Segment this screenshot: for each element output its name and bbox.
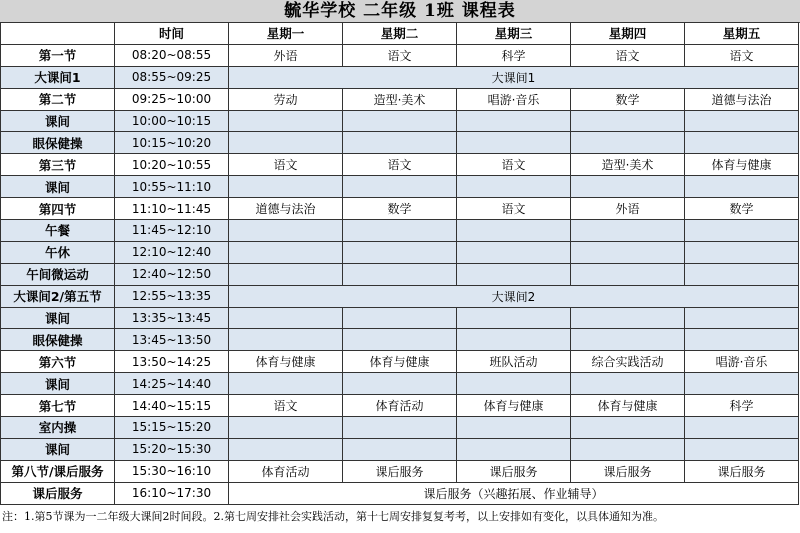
period-label: 课间 bbox=[1, 307, 115, 329]
subject-cell: 数学 bbox=[685, 198, 799, 220]
subject-cell bbox=[571, 307, 685, 329]
subject-cell bbox=[229, 132, 343, 154]
subject-cell: 外语 bbox=[229, 44, 343, 66]
subject-cell bbox=[229, 417, 343, 439]
subject-cell bbox=[685, 176, 799, 198]
table-row bbox=[1, 482, 799, 504]
subject-cell bbox=[571, 132, 685, 154]
subject-cell bbox=[571, 438, 685, 460]
subject-cell bbox=[229, 220, 343, 242]
subject-cell bbox=[685, 417, 799, 439]
footnote: 注：1.第5节课为一二年级大课间2时间段。2.第七周安排社会实践活动，第十七周安排复复考考，以上安排如有变化，以具体通知为准。 bbox=[2, 510, 664, 523]
subject-cell: 体育与健康 bbox=[229, 351, 343, 373]
table-row bbox=[1, 263, 799, 285]
subject-cell bbox=[343, 132, 457, 154]
table-row bbox=[1, 220, 799, 242]
subject-cell bbox=[457, 438, 571, 460]
column-header: 星期三 bbox=[457, 23, 571, 45]
subject-cell bbox=[229, 241, 343, 263]
period-label: 第七节 bbox=[1, 395, 115, 417]
subject-cell: 体育活动 bbox=[229, 460, 343, 482]
period-label: 第三节 bbox=[1, 154, 115, 176]
subject-cell: 科学 bbox=[685, 395, 799, 417]
column-header: 星期一 bbox=[229, 23, 343, 45]
subject-cell bbox=[457, 329, 571, 351]
subject-cell: 综合实践活动 bbox=[571, 351, 685, 373]
subject-cell bbox=[457, 176, 571, 198]
subject-cell: 体育与健康 bbox=[571, 395, 685, 417]
subject-cell bbox=[685, 110, 799, 132]
subject-cell bbox=[571, 176, 685, 198]
subject-cell: 科学 bbox=[457, 44, 571, 66]
subject-cell: 语文 bbox=[457, 198, 571, 220]
period-label: 第八节/课后服务 bbox=[1, 460, 115, 482]
time-cell: 08:55~09:25 bbox=[115, 66, 229, 88]
table-row bbox=[1, 417, 799, 439]
table-row bbox=[1, 241, 799, 263]
period-label: 室内操 bbox=[1, 417, 115, 439]
subject-cell: 体育与健康 bbox=[685, 154, 799, 176]
subject-cell bbox=[343, 417, 457, 439]
period-label: 眼保健操 bbox=[1, 329, 115, 351]
subject-cell: 造型·美术 bbox=[571, 154, 685, 176]
time-cell: 13:45~13:50 bbox=[115, 329, 229, 351]
subject-cell: 造型·美术 bbox=[343, 88, 457, 110]
subject-cell: 劳动 bbox=[229, 88, 343, 110]
period-label: 第二节 bbox=[1, 88, 115, 110]
subject-cell: 道德与法治 bbox=[685, 88, 799, 110]
period-label: 课间 bbox=[1, 176, 115, 198]
subject-cell: 语文 bbox=[571, 44, 685, 66]
table-row bbox=[1, 198, 799, 220]
time-cell: 14:25~14:40 bbox=[115, 373, 229, 395]
subject-cell: 语文 bbox=[457, 154, 571, 176]
period-label: 第四节 bbox=[1, 198, 115, 220]
period-label: 课间 bbox=[1, 373, 115, 395]
subject-cell: 数学 bbox=[571, 88, 685, 110]
subject-cell bbox=[343, 220, 457, 242]
subject-cell bbox=[343, 307, 457, 329]
subject-cell bbox=[685, 132, 799, 154]
subject-cell: 体育与健康 bbox=[343, 351, 457, 373]
column-header: 时间 bbox=[115, 23, 229, 45]
subject-cell bbox=[457, 307, 571, 329]
subject-cell bbox=[571, 220, 685, 242]
header-row bbox=[1, 23, 799, 45]
subject-cell bbox=[343, 110, 457, 132]
subject-cell: 道德与法治 bbox=[229, 198, 343, 220]
period-label: 午休 bbox=[1, 241, 115, 263]
time-cell: 10:55~11:10 bbox=[115, 176, 229, 198]
column-header: 星期四 bbox=[571, 23, 685, 45]
time-cell: 10:15~10:20 bbox=[115, 132, 229, 154]
subject-cell bbox=[229, 110, 343, 132]
subject-cell: 语文 bbox=[685, 44, 799, 66]
subject-cell: 唱游·音乐 bbox=[685, 351, 799, 373]
time-cell: 13:50~14:25 bbox=[115, 351, 229, 373]
subject-cell bbox=[685, 373, 799, 395]
period-label: 午间微运动 bbox=[1, 263, 115, 285]
time-cell: 15:15~15:20 bbox=[115, 417, 229, 439]
time-cell: 16:10~17:30 bbox=[115, 482, 229, 504]
table-row bbox=[1, 329, 799, 351]
subject-cell bbox=[685, 241, 799, 263]
subject-cell bbox=[457, 220, 571, 242]
table-row bbox=[1, 373, 799, 395]
subject-cell bbox=[229, 307, 343, 329]
time-cell: 15:30~16:10 bbox=[115, 460, 229, 482]
subject-cell bbox=[343, 241, 457, 263]
subject-cell: 课后服务 bbox=[685, 460, 799, 482]
time-cell: 10:20~10:55 bbox=[115, 154, 229, 176]
subject-cell: 体育活动 bbox=[343, 395, 457, 417]
subject-cell: 班队活动 bbox=[457, 351, 571, 373]
table-row bbox=[1, 285, 799, 307]
subject-cell: 语文 bbox=[229, 395, 343, 417]
table-row bbox=[1, 460, 799, 482]
subject-cell: 课后服务 bbox=[571, 460, 685, 482]
merged-activity-cell: 大课间2 bbox=[229, 285, 799, 307]
time-cell: 13:35~13:45 bbox=[115, 307, 229, 329]
table-row bbox=[1, 154, 799, 176]
table-row bbox=[1, 110, 799, 132]
schedule-table bbox=[0, 22, 799, 505]
subject-cell bbox=[685, 220, 799, 242]
page-title: 毓华学校 二年级 1班 课程表 bbox=[0, 0, 800, 23]
subject-cell bbox=[343, 438, 457, 460]
subject-cell bbox=[685, 307, 799, 329]
subject-cell bbox=[457, 263, 571, 285]
column-header: 星期二 bbox=[343, 23, 457, 45]
table-row bbox=[1, 176, 799, 198]
subject-cell bbox=[229, 176, 343, 198]
subject-cell: 课后服务 bbox=[457, 460, 571, 482]
subject-cell bbox=[457, 110, 571, 132]
time-cell: 12:40~12:50 bbox=[115, 263, 229, 285]
time-cell: 09:25~10:00 bbox=[115, 88, 229, 110]
table-row bbox=[1, 307, 799, 329]
period-label: 课间 bbox=[1, 110, 115, 132]
schedule-body bbox=[1, 44, 799, 504]
subject-cell bbox=[229, 438, 343, 460]
period-label: 午餐 bbox=[1, 220, 115, 242]
subject-cell bbox=[685, 329, 799, 351]
subject-cell bbox=[229, 329, 343, 351]
subject-cell bbox=[457, 417, 571, 439]
time-cell: 14:40~15:15 bbox=[115, 395, 229, 417]
period-label: 大课间2/第五节 bbox=[1, 285, 115, 307]
subject-cell bbox=[457, 132, 571, 154]
period-label: 课间 bbox=[1, 438, 115, 460]
subject-cell bbox=[571, 110, 685, 132]
merged-activity-cell: 大课间1 bbox=[229, 66, 799, 88]
subject-cell bbox=[685, 438, 799, 460]
table-row bbox=[1, 132, 799, 154]
subject-cell bbox=[229, 263, 343, 285]
period-label: 课后服务 bbox=[1, 482, 115, 504]
subject-cell: 外语 bbox=[571, 198, 685, 220]
subject-cell: 课后服务 bbox=[343, 460, 457, 482]
subject-cell bbox=[571, 417, 685, 439]
period-label: 第一节 bbox=[1, 44, 115, 66]
time-cell: 10:00~10:15 bbox=[115, 110, 229, 132]
column-header: 星期五 bbox=[685, 23, 799, 45]
subject-cell: 语文 bbox=[229, 154, 343, 176]
time-cell: 11:10~11:45 bbox=[115, 198, 229, 220]
subject-cell bbox=[571, 241, 685, 263]
subject-cell bbox=[457, 241, 571, 263]
time-cell: 11:45~12:10 bbox=[115, 220, 229, 242]
table-row bbox=[1, 66, 799, 88]
subject-cell: 数学 bbox=[343, 198, 457, 220]
time-cell: 08:20~08:55 bbox=[115, 44, 229, 66]
table-row bbox=[1, 351, 799, 373]
period-label: 第六节 bbox=[1, 351, 115, 373]
time-cell: 12:10~12:40 bbox=[115, 241, 229, 263]
subject-cell: 语文 bbox=[343, 44, 457, 66]
merged-activity-cell: 课后服务（兴趣拓展、作业辅导） bbox=[229, 482, 799, 504]
table-row bbox=[1, 395, 799, 417]
subject-cell bbox=[229, 373, 343, 395]
subject-cell bbox=[685, 263, 799, 285]
subject-cell: 语文 bbox=[343, 154, 457, 176]
subject-cell bbox=[343, 176, 457, 198]
subject-cell bbox=[571, 373, 685, 395]
subject-cell bbox=[571, 263, 685, 285]
subject-cell bbox=[457, 373, 571, 395]
subject-cell bbox=[343, 263, 457, 285]
subject-cell: 唱游·音乐 bbox=[457, 88, 571, 110]
subject-cell bbox=[571, 329, 685, 351]
subject-cell bbox=[343, 329, 457, 351]
subject-cell bbox=[343, 373, 457, 395]
table-row bbox=[1, 438, 799, 460]
time-cell: 15:20~15:30 bbox=[115, 438, 229, 460]
time-cell: 12:55~13:35 bbox=[115, 285, 229, 307]
period-label: 眼保健操 bbox=[1, 132, 115, 154]
table-row bbox=[1, 44, 799, 66]
table-row bbox=[1, 88, 799, 110]
subject-cell: 体育与健康 bbox=[457, 395, 571, 417]
column-header bbox=[1, 23, 115, 45]
period-label: 大课间1 bbox=[1, 66, 115, 88]
